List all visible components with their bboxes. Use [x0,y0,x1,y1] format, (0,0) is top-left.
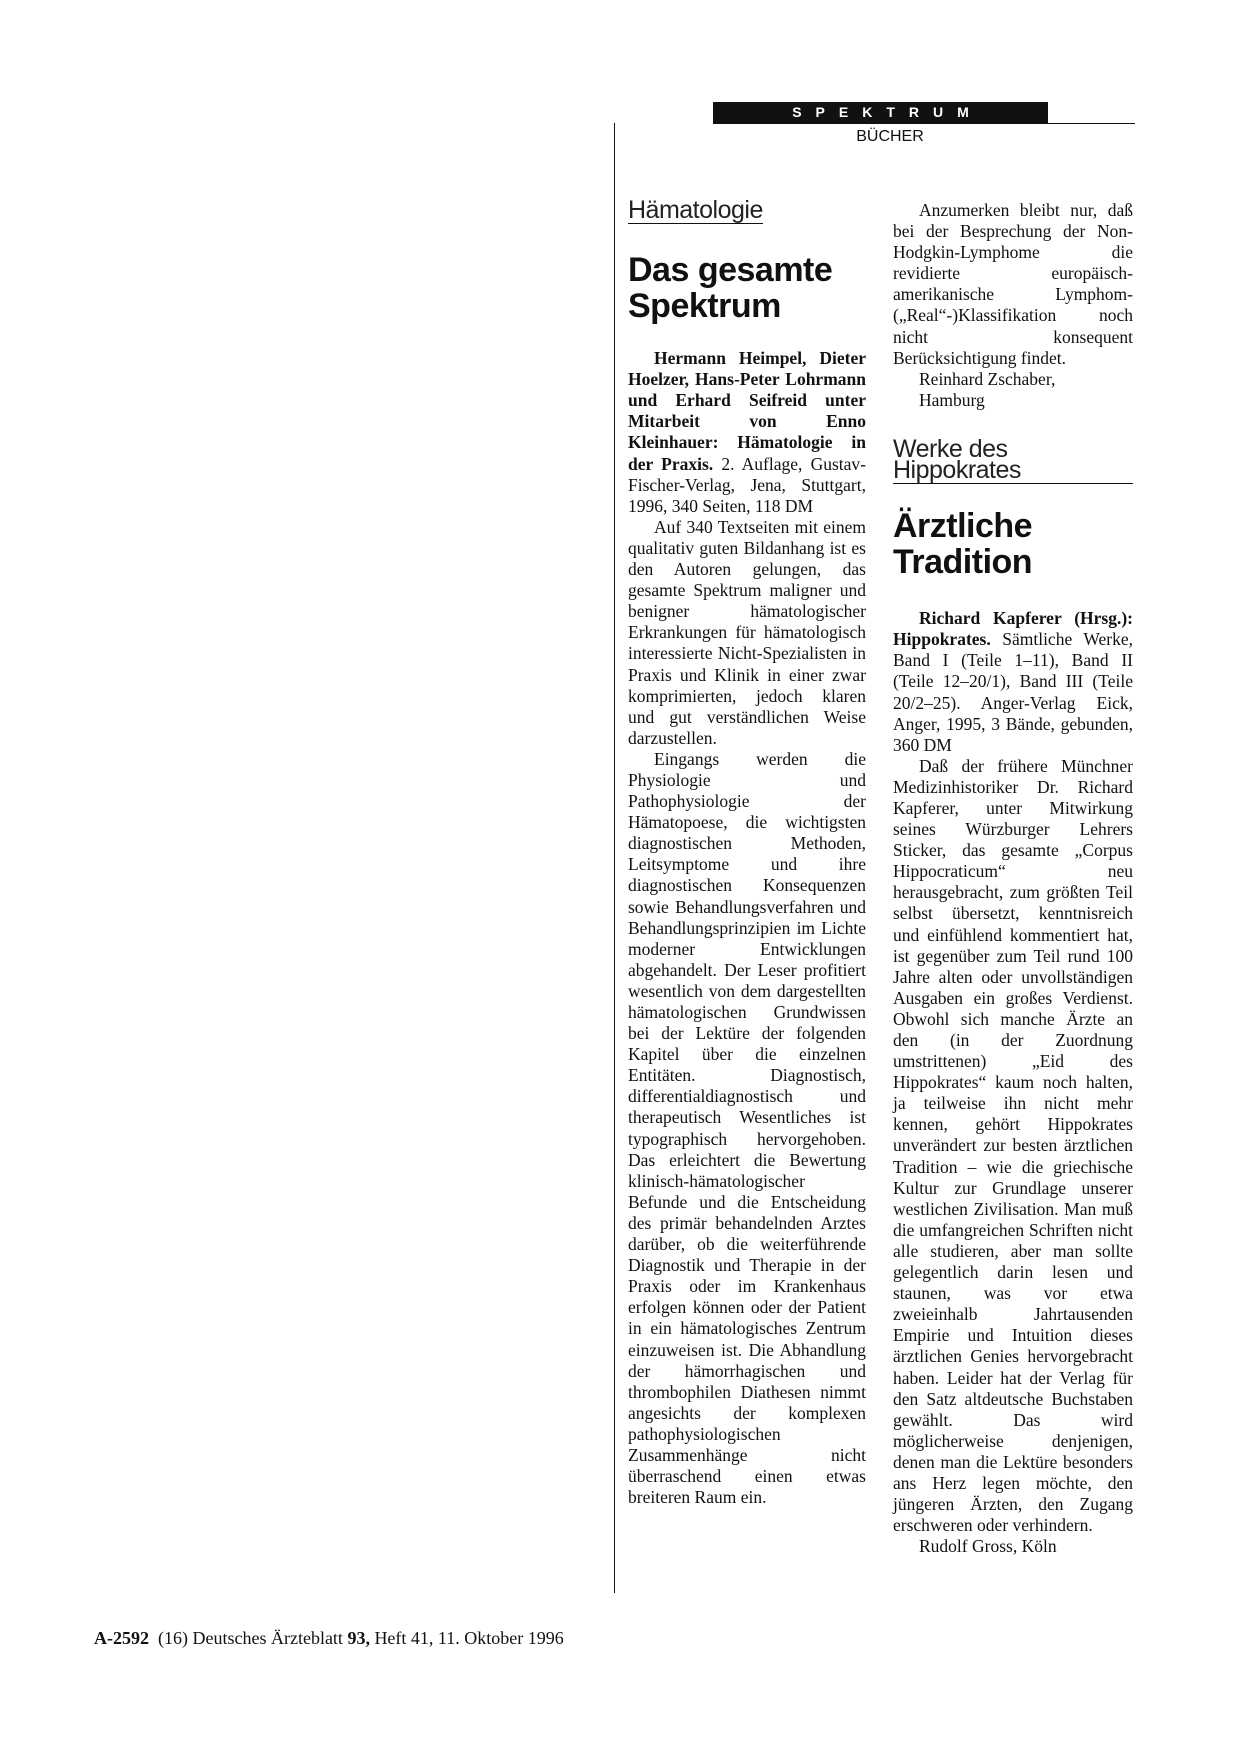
column-2 [893,200,1133,1557]
article1-paragraph-3: Anzumerken bleibt nur, daß bei der Besprechung der Non-Hodgkin-Lymphome die revidierte europäisch-amerikanische Lymphom-(„Real“-)Klassifikation noch nicht konsequent Berücksichtigung findet. [893,200,1133,368]
article2-citation-bold: Richard Kapferer (Hrsg.): Hippokrates. [893,608,1133,650]
page-code: A-2592 [94,1628,149,1648]
article2-paragraph-1: Daß der frühere Münchner Medizinhistoriker Dr. Richard Kapferer, unter Mitwirkung seines Würzburger Lehrers Sticker, das gesamte „Corpus Hippocraticum“ neu herausgebracht, zum größten Teil selbst übersetzt, kenntnisreich und einfühlend kommentiert hat, ist gegenüber zum Teil rund 100 Jahre alten oder unvollständigen Ausgaben ein großes Verdienst. Obwohl sich manche Ärzte an den (in der Zuordnung umstrittenen) „Eid des Hippokrates“ kaum noch halten, ja teilweise ihn nicht mehr kennen, gehört Hippokrates unverändert zur besten ärztlichen Tradition – wie die griechische Kultur zur Grundlage unserer westlichen Zivilisation. Man muß die umfangreichen Schriften nicht alle studieren, aber man sollte gelegentlich darin lesen und staunen, was vor etwa zweieinhalb Jahrtausenden Empirie und Intuition dieses ärztlichen Genies hervorgebracht haben. Leider hat der Verlag für den Satz altdeutsche Buchstaben gewählt. Das wird möglicherweise denjenigen, denen man die Lektüre besonders ans Herz legen möchte, den jüngeren Ärzten, den Zugang erschweren oder verhindern. [893,755,1133,1536]
article1-citation [628,348,866,517]
column-1 [628,196,866,1508]
article2-author: Rudolf Gross, Köln [919,1536,1057,1557]
article1-paragraph-2: Eingangs werden die Physiologie und Pathophysiologie der Hämatopoese, die wichtigsten diagnostischen Methoden, Leitsymptome und ihre diagnostischen Konsequenzen sowie Behandlungsverfahren und Behandlungsprinzipien im Lichte moderner Entwicklungen abgehandelt. Der Leser profitiert wesentlich von dem dargestellten hämatologischen Grundwissen bei der Lektüre der folgenden Kapitel über die einzelnen Entitäten. Diagnostisch, differentialdiagnostisch und therapeutisch Wesentliches ist typographisch hervorgehoben. Das erleichtert die Bewertung klinisch-hämatologischer Befunde und die Entscheidung des primär behandelnden Arztes darüber, ob die weiterführende Diagnostik und Therapie in der Praxis oder im Krankenhaus erfolgen können oder der Patient in ein hämatologisches Zentrum einzuweisen ist. Die Abhandlung der hämorrhagischen und thrombophilen Diathesen nimmt angesichts der komplexen pathophysiologischen Zusammenhänge nicht überraschend einen etwas breiteren Raum ein. [628,748,866,1508]
article1-author: Reinhard Zschaber, [919,368,1056,389]
page-footer [94,1628,564,1649]
article1-headline-line2: Spektrum [628,287,781,326]
article1-citation-bold: Hermann Heimpel, Dieter Hoelzer, Hans-Peter Lohrmann und Erhard Seifreid unter Mitarbeit von Enno Kleinhauer: Hämatologie in der Praxis. [628,348,866,474]
article2-headline [893,508,1133,580]
header-rule [713,123,1135,124]
article1-rubric: Hämatologie [628,196,763,224]
article2-rubric: Werke des Hippokrates [893,439,1133,484]
article1-paragraph-1: Auf 340 Textseiten mit einem qualitativ guten Bildanhang ist es den Autoren gelungen, das gesamte Spektrum maligner und benigner hämatologischer Erkrankungen für hämatologisch interessierte Nicht-Spezialisten in Praxis und Klinik in einer zwar komprimierten, jedoch klaren und gut verständlichen Weise darzustellen. [628,516,866,748]
article2-citation-rest: Sämtliche Werke, Band I (Teile 1–11), Band II (Teile 12–20/1), Band III (Teile 20/2–25). Anger-Verlag Eick, Anger, 1995, 3 Bände, gebunden, 360 DM [893,629,1133,755]
article1-headline-line1: Das gesamte [628,251,833,290]
footer-volume: 93, [347,1628,370,1648]
article2-headline-line2: Tradition [893,543,1033,582]
article1-city: Hamburg [919,389,985,410]
column-divider [614,123,615,1593]
footer-journal: (16) Deutsches Ärzteblatt [149,1628,348,1648]
section-bar: SPEKTRUM [713,102,1048,123]
article2-citation [893,608,1133,756]
article1-citation-rest: 2. Auflage, Gustav-Fischer-Verlag, Jena, Stuttgart, 1996, 340 Seiten, 118 DM [628,453,866,516]
subsection-label: BÜCHER [856,128,924,145]
article2-headline-line1: Ärztliche [893,507,1033,546]
article1-headline [628,252,866,324]
footer-issue: Heft 41, 11. Oktober 1996 [369,1628,564,1648]
